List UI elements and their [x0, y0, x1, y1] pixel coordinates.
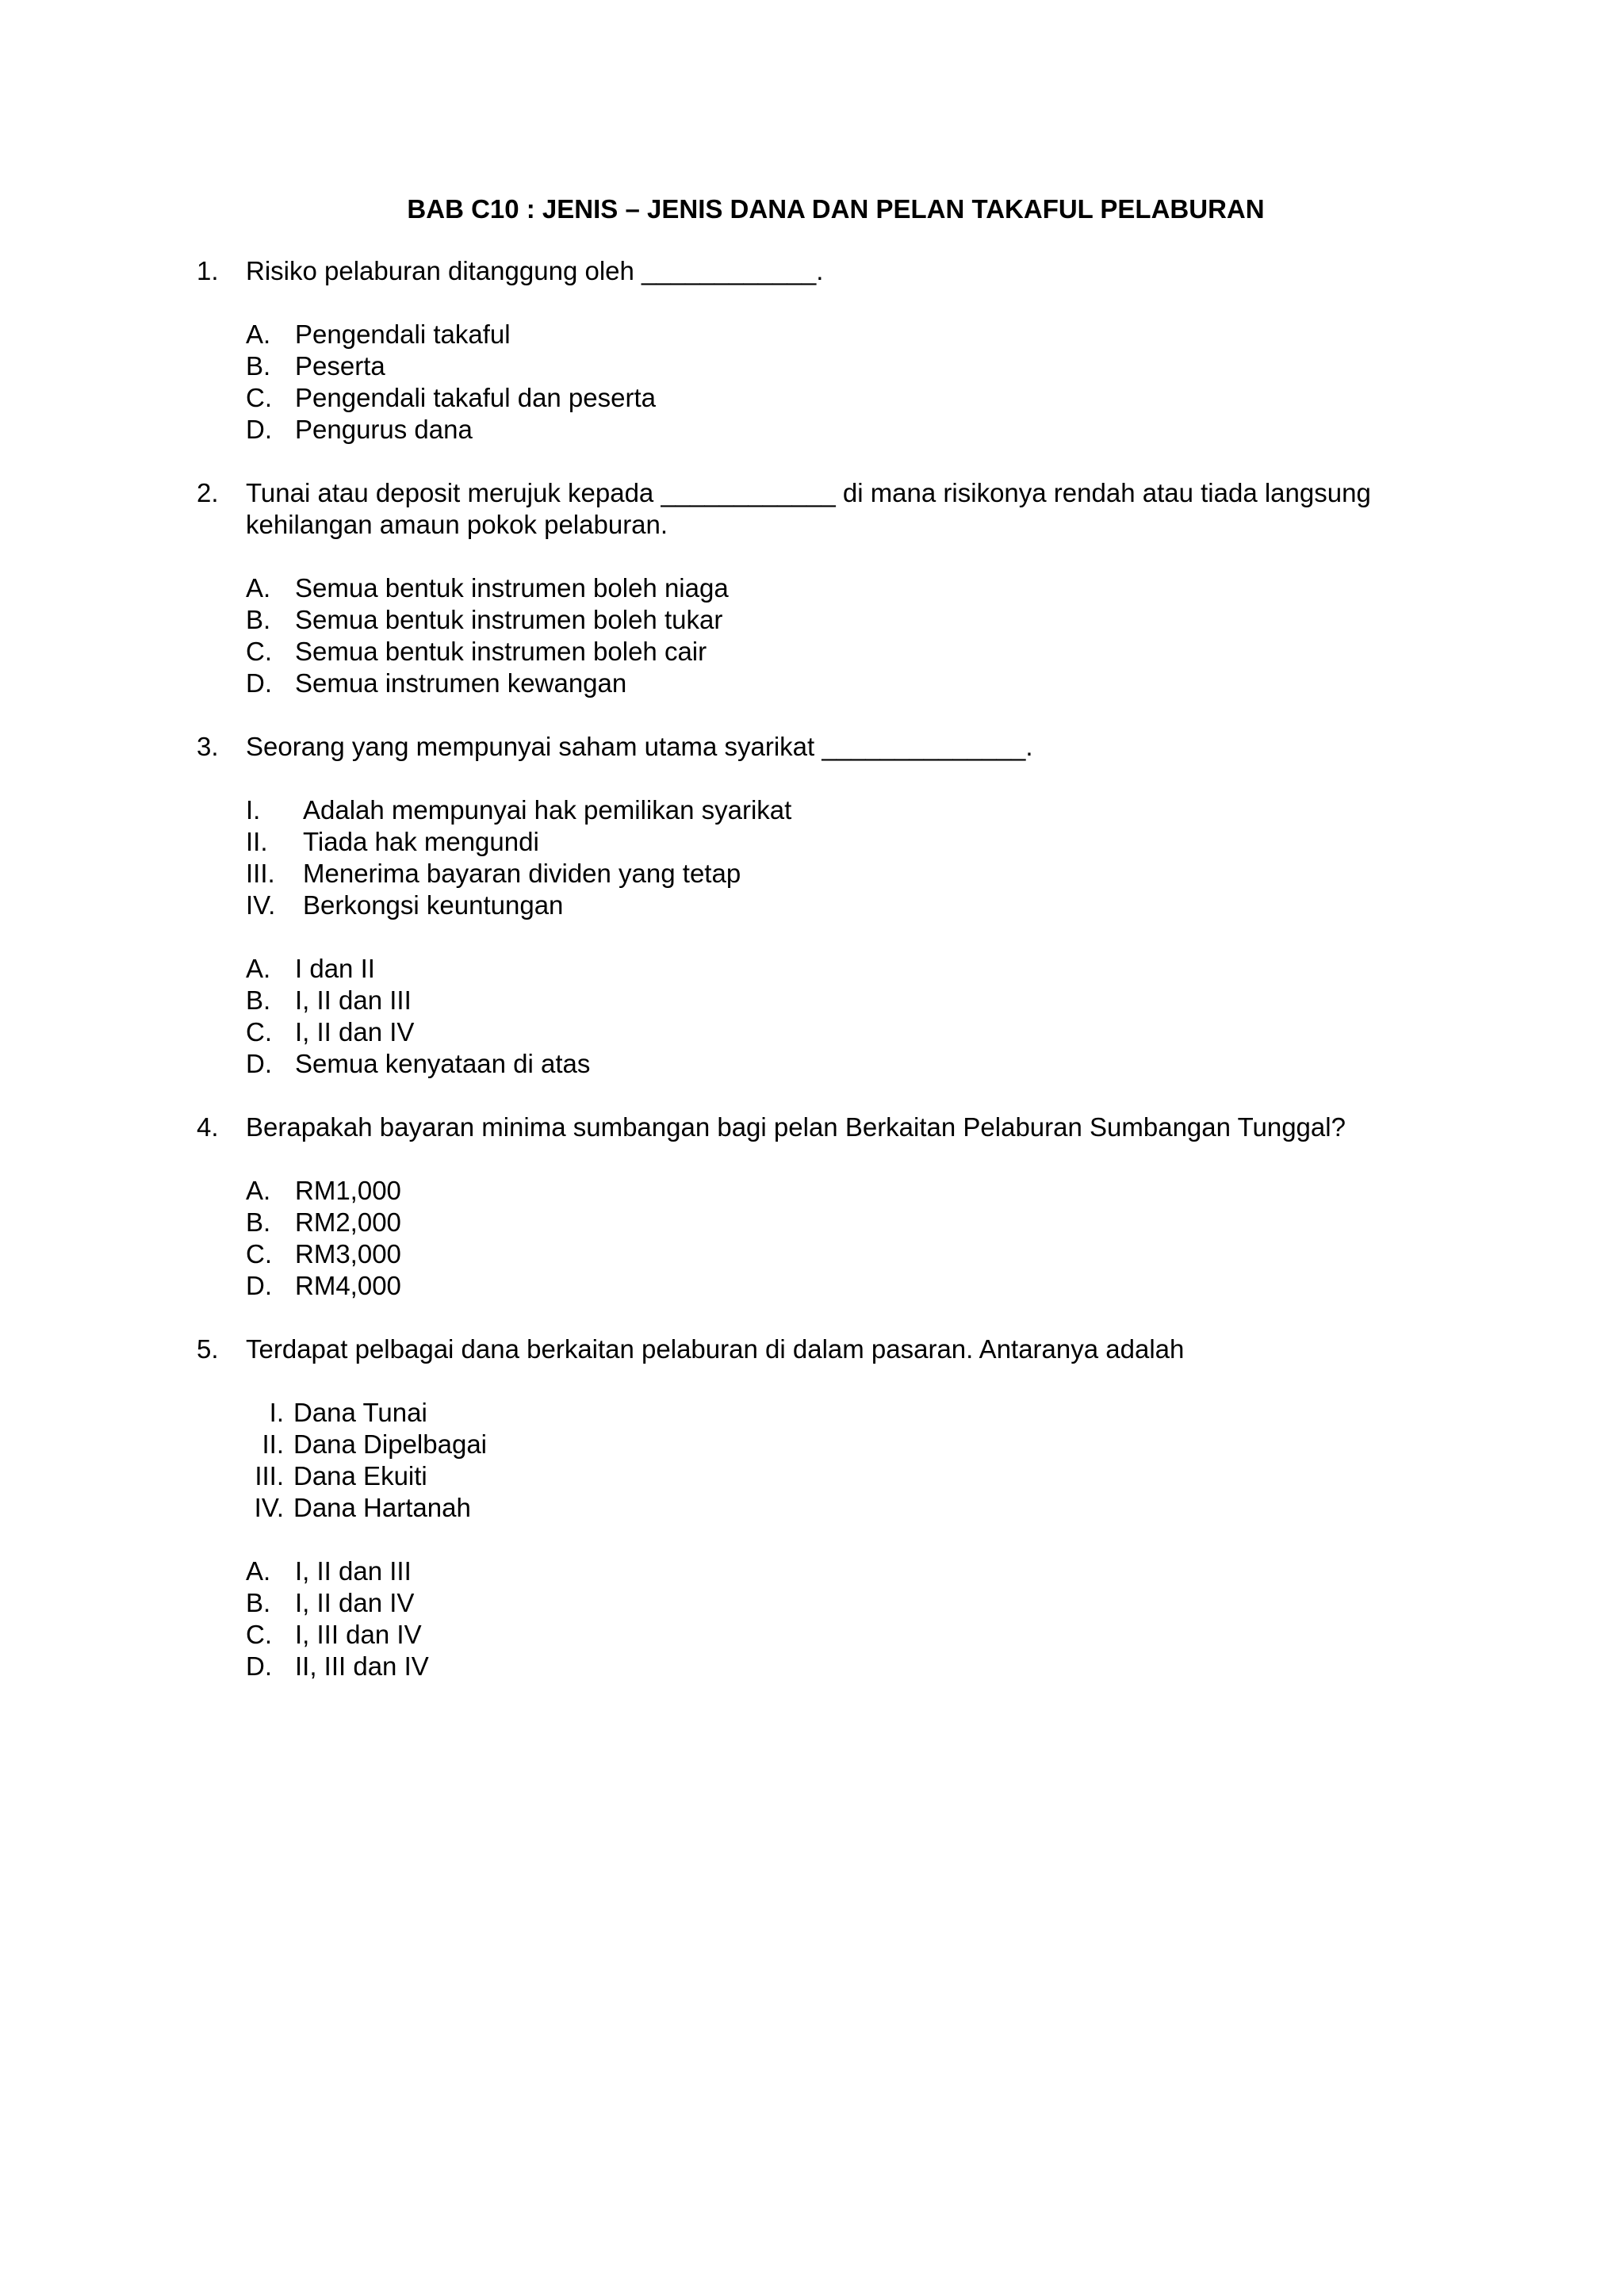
statement-text: Dana Hartanah [293, 1493, 471, 1522]
option-label: C. [246, 637, 272, 666]
question-text: Berapakah bayaran minima sumbangan bagi pelan Berkaitan Pelaburan Sumbangan Tunggal? [246, 1112, 1346, 1142]
option-label: D. [246, 415, 272, 444]
option-b [197, 604, 1465, 636]
option-label: B. [246, 1588, 271, 1617]
option-c [197, 382, 1465, 414]
statement-i [197, 794, 1465, 826]
statement-iv [197, 890, 1465, 921]
statement-ii [197, 826, 1465, 858]
option-label: D. [246, 1651, 272, 1681]
option-d [197, 668, 1465, 699]
option-text: I dan II [295, 954, 375, 983]
option-text: Semua kenyataan di atas [295, 1049, 591, 1078]
statement-ii [197, 1429, 1465, 1460]
option-text: Semua bentuk instrumen boleh tukar [295, 605, 723, 634]
option-label: B. [246, 1207, 271, 1237]
option-d [197, 1270, 1465, 1302]
option-text: RM4,000 [295, 1271, 401, 1300]
question-text: Risiko pelaburan ditanggung oleh ____________. [246, 256, 824, 285]
question-5 [197, 1334, 1465, 1365]
option-label: A. [246, 954, 271, 983]
statement-label: IV. [254, 1493, 284, 1522]
question-number: 3. [197, 732, 219, 761]
statement-label: IV. [246, 890, 276, 920]
option-b [197, 350, 1465, 382]
question-2 [197, 477, 1465, 541]
option-text: I, II dan III [295, 1556, 412, 1586]
question-4 [197, 1112, 1465, 1143]
question-4-options [197, 1175, 1465, 1302]
option-c [197, 1238, 1465, 1270]
question-5-statements [197, 1397, 1465, 1524]
option-text: Semua instrumen kewangan [295, 668, 627, 698]
option-label: A. [246, 320, 271, 349]
statement-label: II. [246, 827, 268, 856]
option-c [197, 1016, 1465, 1048]
option-label: C. [246, 1017, 272, 1047]
option-text: I, III dan IV [295, 1620, 422, 1649]
option-label: D. [246, 1271, 272, 1300]
statement-i [197, 1397, 1465, 1429]
option-label: D. [246, 1049, 272, 1078]
option-text: Pengendali takaful [295, 320, 511, 349]
statement-label: I. [269, 1398, 284, 1427]
option-text: Peserta [295, 351, 385, 381]
option-text: Pengurus dana [295, 415, 473, 444]
option-label: C. [246, 1620, 272, 1649]
option-d [197, 414, 1465, 446]
statement-label: II. [262, 1429, 284, 1459]
option-text: I, II dan IV [295, 1017, 415, 1047]
option-b [197, 985, 1465, 1016]
option-text: I, II dan IV [295, 1588, 415, 1617]
option-text: Pengendali takaful dan peserta [295, 383, 657, 412]
question-3-options [197, 953, 1465, 1080]
option-a [197, 319, 1465, 350]
option-a [197, 953, 1465, 985]
question-5-options [197, 1556, 1465, 1682]
question-3 [197, 731, 1465, 763]
option-text: II, III dan IV [295, 1651, 429, 1681]
option-label: D. [246, 668, 272, 698]
option-label: C. [246, 1239, 272, 1269]
option-a [197, 1556, 1465, 1587]
option-text: RM3,000 [295, 1239, 401, 1269]
question-1 [197, 255, 1465, 287]
option-label: C. [246, 383, 272, 412]
option-a [197, 572, 1465, 604]
option-b [197, 1207, 1465, 1238]
option-label: B. [246, 351, 271, 381]
option-text: Semua bentuk instrumen boleh niaga [295, 573, 729, 603]
option-text: RM1,000 [295, 1176, 401, 1205]
statement-iii [197, 858, 1465, 890]
statement-text: Dana Dipelbagai [293, 1429, 488, 1459]
option-text: I, II dan III [295, 985, 412, 1015]
option-text: Semua bentuk instrumen boleh cair [295, 637, 707, 666]
statement-text: Dana Tunai [293, 1398, 427, 1427]
option-c [197, 636, 1465, 668]
option-label: A. [246, 1556, 271, 1586]
question-text: Tunai atau deposit merujuk kepada ____________ di mana risikonya rendah atau tiada langsung kehilangan amaun pokok pelaburan. [246, 478, 1378, 539]
option-label: B. [246, 605, 271, 634]
option-a [197, 1175, 1465, 1207]
statement-iv [197, 1492, 1465, 1524]
option-d [197, 1048, 1465, 1080]
statement-iii [197, 1460, 1465, 1492]
statement-text: Tiada hak mengundi [303, 827, 539, 856]
question-number: 4. [197, 1112, 219, 1142]
question-text: Terdapat pelbagai dana berkaitan pelaburan di dalam pasaran. Antaranya adalah [246, 1334, 1185, 1364]
statement-text: Berkongsi keuntungan [303, 890, 564, 920]
option-text: RM2,000 [295, 1207, 401, 1237]
statement-label: III. [246, 859, 275, 888]
question-number: 1. [197, 256, 219, 285]
option-label: B. [246, 985, 271, 1015]
question-1-options [197, 319, 1465, 446]
option-b [197, 1587, 1465, 1619]
question-number: 2. [197, 478, 219, 507]
statement-label: III. [255, 1461, 284, 1490]
question-number: 5. [197, 1334, 219, 1364]
statement-text: Dana Ekuiti [293, 1461, 427, 1490]
option-c [197, 1619, 1465, 1651]
question-2-options [197, 572, 1465, 699]
option-label: A. [246, 573, 271, 603]
question-3-statements [197, 794, 1465, 921]
option-d [197, 1651, 1465, 1682]
question-text: Seorang yang mempunyai saham utama syarikat ______________. [246, 732, 1033, 761]
statement-label: I. [246, 795, 261, 825]
statement-text: Menerima bayaran dividen yang tetap [303, 859, 741, 888]
statement-text: Adalah mempunyai hak pemilikan syarikat [303, 795, 792, 825]
option-label: A. [246, 1176, 271, 1205]
page-title: BAB C10 : JENIS – JENIS DANA DAN PELAN TAKAFUL PELABURAN [407, 194, 1265, 224]
